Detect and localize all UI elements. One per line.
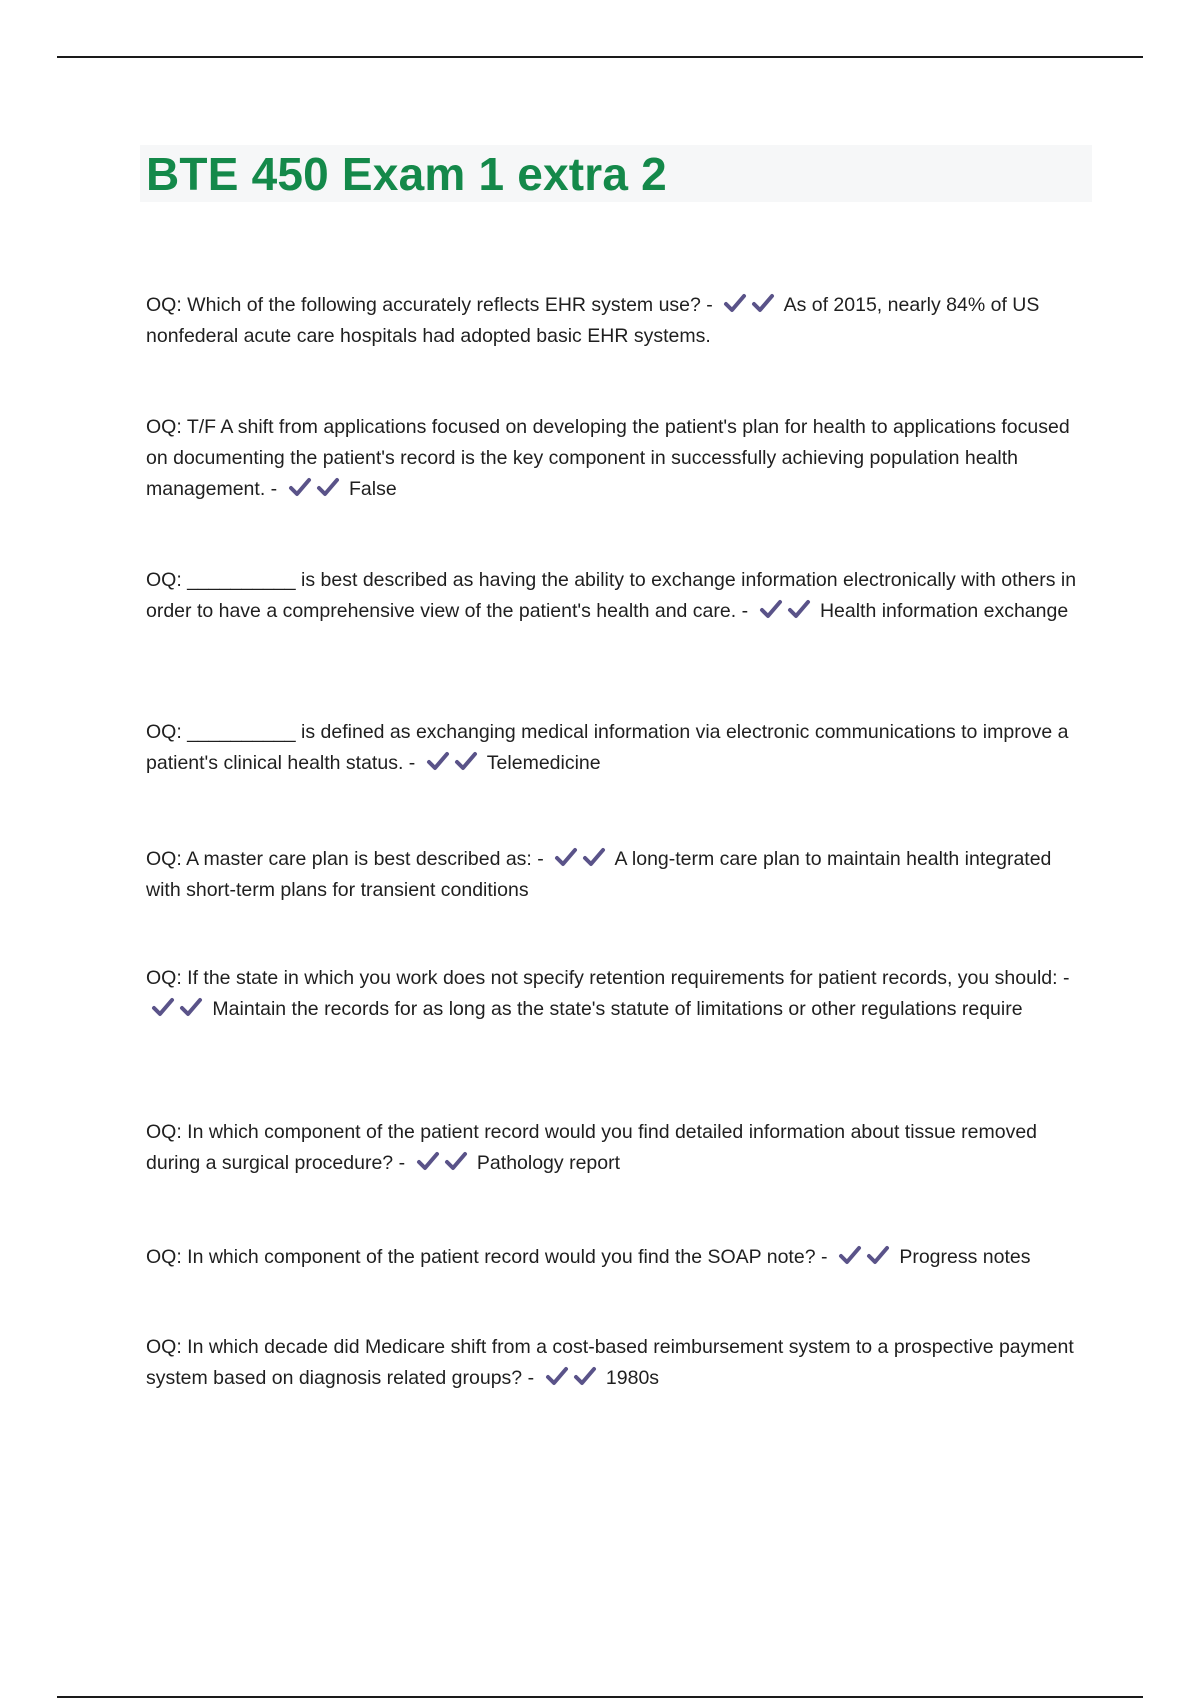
question-text: OQ: In which component of the patient record would you find detailed information about tissue removed during a surgical procedure? xyxy=(146,1121,1038,1174)
check-icon xyxy=(415,1150,441,1172)
question-text: OQ: __________ is defined as exchanging medical information via electronic communications to improve a patient's clinical health status. xyxy=(146,721,1069,774)
separator: - xyxy=(706,294,713,316)
check-icon xyxy=(453,750,479,772)
check-icon xyxy=(572,1365,598,1387)
qa-item-4 xyxy=(146,717,1091,779)
double-check-mark xyxy=(150,996,204,1018)
answer-text: Maintain the records for as long as the state's statute of limitations or other regulations require xyxy=(212,998,1023,1020)
check-icon xyxy=(758,598,784,620)
qa-item-6 xyxy=(146,963,1091,1025)
qa-item-9 xyxy=(146,1332,1091,1394)
answer-text: 1980s xyxy=(605,1367,660,1389)
check-icon xyxy=(544,1365,570,1387)
check-icon xyxy=(150,996,176,1018)
check-icon xyxy=(750,292,776,314)
check-icon xyxy=(287,476,313,498)
question-text: OQ: Which of the following accurately reflects EHR system use? xyxy=(146,294,701,316)
check-icon xyxy=(722,292,748,314)
check-icon xyxy=(786,598,812,620)
separator: - xyxy=(537,848,544,870)
separator: - xyxy=(398,1152,406,1174)
separator: - xyxy=(527,1367,535,1389)
check-icon xyxy=(865,1244,891,1266)
separator: - xyxy=(1062,967,1070,989)
qa-item-5 xyxy=(146,844,1091,906)
check-icon xyxy=(425,750,451,772)
question-text: OQ: In which decade did Medicare shift from a cost-based reimbursement system to a prospective payment system based on diagnosis related groups? xyxy=(146,1336,1074,1389)
double-check-mark xyxy=(287,476,341,498)
qa-item-3 xyxy=(146,565,1091,627)
bottom-rule xyxy=(57,1696,1143,1698)
separator: - xyxy=(820,1246,828,1268)
double-check-mark xyxy=(544,1365,598,1387)
answer-text: Pathology report xyxy=(476,1152,621,1174)
answer-text: False xyxy=(349,478,397,500)
separator: - xyxy=(741,600,749,622)
question-text: OQ: A master care plan is best described as: xyxy=(146,848,532,870)
separator: - xyxy=(408,752,416,774)
qa-item-7 xyxy=(146,1117,1091,1179)
check-icon xyxy=(837,1244,863,1266)
answer-text: A long-term care plan to maintain health integrated with short-term plans for transient conditions xyxy=(146,848,1052,901)
qa-item-2 xyxy=(146,412,1091,505)
double-check-mark xyxy=(758,598,812,620)
answer-text: As of 2015, nearly 84% of US nonfederal acute care hospitals had adopted basic EHR systems. xyxy=(146,294,1040,347)
answer-text: Telemedicine xyxy=(486,752,601,774)
question-text: OQ: T/F A shift from applications focused on developing the patient's plan for health to applications focused on documenting the patient's record is the key component in successfully achieving population health management. xyxy=(146,416,1070,500)
check-icon xyxy=(553,846,579,868)
answer-text: Health information exchange xyxy=(819,600,1069,622)
separator: - xyxy=(270,478,278,500)
double-check-mark xyxy=(415,1150,469,1172)
check-icon xyxy=(581,846,607,868)
qa-item-8 xyxy=(146,1242,1091,1273)
question-text: OQ: If the state in which you work does not specify retention requirements for patient records, you should: xyxy=(146,967,1058,989)
double-check-mark xyxy=(837,1244,891,1266)
answer-text: Progress notes xyxy=(899,1246,1031,1268)
double-check-mark xyxy=(425,750,479,772)
qa-item-1 xyxy=(146,290,1091,352)
double-check-mark xyxy=(553,846,607,868)
check-icon xyxy=(315,476,341,498)
check-icon xyxy=(178,996,204,1018)
question-text: OQ: __________ is best described as having the ability to exchange information electronically with others in order to have a comprehensive view of the patient's health and care. xyxy=(146,569,1077,622)
top-rule xyxy=(57,56,1143,58)
document-title: BTE 450 Exam 1 extra 2 xyxy=(146,148,667,200)
question-text: OQ: In which component of the patient record would you find the SOAP note? xyxy=(146,1246,816,1268)
double-check-mark xyxy=(722,292,776,314)
check-icon xyxy=(443,1150,469,1172)
